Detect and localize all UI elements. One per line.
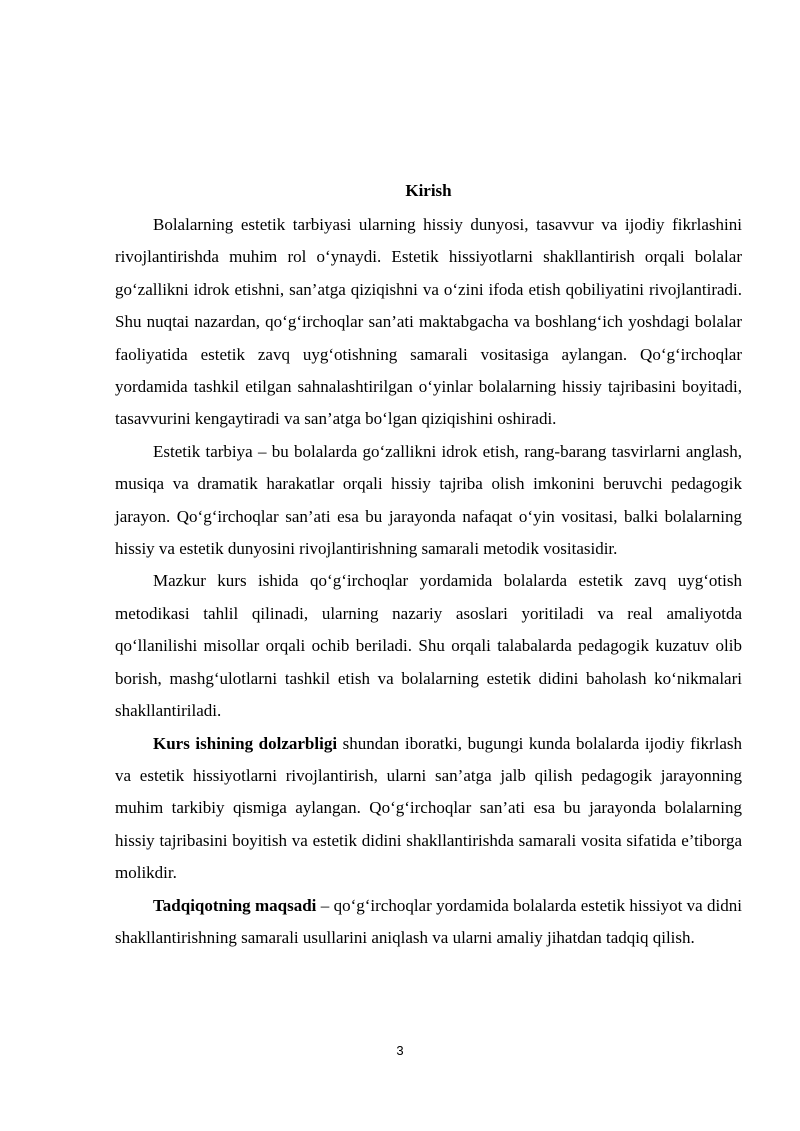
paragraph-research-goal (115, 890, 742, 955)
paragraph-text: shundan iboratki, bugungi kunda bolalarda ijodiy fikrlash va estetik hissiyotlarni rivojlantirish, ularni san’atga jalb qilish pedagogik jarayonning muhim tarkibiy qismiga aylangan. Qo‘g‘irchoqlar san’ati esa bu jarayonda bolalarning hissiy tajribasini boyitish va estetik didini shakllantirishda samarali vosita sifatida e’tiborga molikdir. (115, 733, 742, 883)
paragraph-aesthetic-education (115, 436, 742, 566)
paragraph-text: Mazkur kurs ishida qo‘g‘irchoqlar yordamida bolalarda estetik zavq uyg‘otish metodikasi tahlil qilinadi, ularning nazariy asoslari yoritiladi va real amaliyotda qo‘llanilishi misollar orqali ochib beriladi. Shu orqali talabalarda pedagogik kuzatuv olib borish, mashg‘ulotlarni tashkil etish va bolalarning estetik didini baholash ko‘nikmalari shakllantiriladi. (115, 571, 742, 721)
section-title: Kirish (405, 181, 452, 200)
paragraph-course-scope (115, 565, 742, 727)
paragraph-intro (115, 209, 742, 436)
paragraph-text: Bolalarning estetik tarbiyasi ularning hissiy dunyosi, tasavvur va ijodiy fikrlashini rivojlantirishda muhim rol o‘ynaydi. Estetik hissiyotlarni shakllantirish orqali bolalar go‘zallikni idrok etishni, san’atga qiziqishni va o‘zini ifoda etish qobiliyatini rivojlantiradi. Shu nuqtai nazardan, qo‘g‘irchoqlar san’ati maktabgacha va boshlang‘ich yoshdagi bolalar faoliyatida estetik zavq uyg‘otishning samarali vositasiga aylangan. Qo‘g‘irchoqlar yordamida tashkil etilgan sahnalashtirilgan o‘yinlar bolalarning hissiy tajribasini boyitadi, tasavvurini kengaytiradi va san’atga bo‘lgan qiziqishini oshiradi. (115, 215, 742, 429)
page-body (115, 177, 742, 954)
page-number: 3 (396, 1043, 404, 1058)
paragraph-lead-term: Kurs ishining dolzarbligi (153, 733, 338, 753)
paragraph-lead-term: Tadqiqotning maqsadi (153, 895, 317, 915)
paragraph-text: – qo‘g‘irchoqlar yordamida bolalarda estetik hissiyot va didni shakllantirishning samarali usullarini aniqlash va ularni amaliy jihatdan tadqiq qilish. (115, 895, 742, 947)
paragraph-relevance (115, 728, 742, 890)
paragraph-text: Estetik tarbiya – bu bolalarda go‘zallikni idrok etish, rang-barang tasvirlarni anglash, musiqa va dramatik harakatlar orqali hissiy tajriba olish imkonini beruvchi pedagogik jarayon. Qo‘g‘irchoqlar san’ati esa bu jarayonda nafaqat o‘yin vositasi, balki bolalarning hissiy va estetik dunyosini rivojlantirishning samarali metodik vositasidir. (115, 441, 742, 559)
